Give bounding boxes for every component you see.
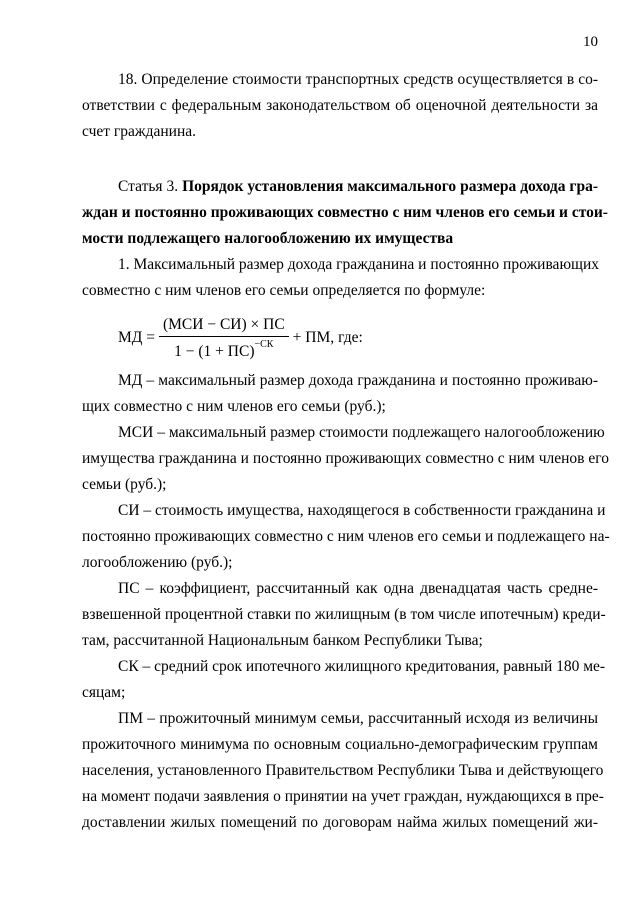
definition-si [82,498,610,576]
formula-where: где: [338,329,363,346]
definition-line: на момент подачи заявления о принятии на учет граждан, нуждающихся в пре- [82,788,604,805]
definition-line: МД – максимальный размер дохода гражданина и постоянно проживаю- [118,372,598,389]
definition-msi [82,420,609,498]
paragraph-line: 18. Определение стоимости транспортных средств осуществляется в со- [118,71,598,88]
definition-line: прожиточного минимума по основным социально-демографическим группам [82,736,598,753]
article-prefix: Статья 3. [118,178,183,195]
definition-line: постоянно проживающих совместно с ним членов его семьи и подлежащего на- [82,528,610,545]
formula-denominator [170,337,277,361]
paragraph-1 [82,252,598,304]
definition-line: ПМ – прожиточный минимум семьи, рассчитанный исходя из величины [118,710,598,727]
formula-exponent: −СК [254,338,274,350]
definition-line: логообложению (руб.); [82,554,233,571]
article-heading [82,174,608,252]
formula-numerator: (МСИ − СИ) × ПС [159,316,289,337]
definition-line: населения, установленного Правительством Республики Тыва и действующего [82,762,604,779]
article-heading-line: ждан и постоянно проживающих совместно с ним членов его семьи и стои- [82,204,608,221]
formula-denominator-base: 1 − (1 + ПС) [174,342,255,360]
formula-tail: + ПМ, [292,329,335,346]
definition-line: взвешенной процентной ставки по жилищным (в том числе ипотечным) креди- [82,606,606,623]
page-number: 10 [583,34,598,50]
paragraph-18 [82,67,598,145]
definition-line: СК – средний срок ипотечного жилищного кредитования, равный 180 ме- [118,658,606,675]
article-heading-line [82,174,598,200]
definition-line: сяцам; [82,684,126,701]
paragraph-line: ответствии с федеральным законодательством об оценочной деятельности за [82,97,598,114]
definition-pm [82,706,604,836]
paragraph-line: счет гражданина. [82,123,196,140]
definition-line: МСИ – максимальный размер стоимости подлежащего налогообложению [118,424,605,441]
article-heading-line: мости подлежащего налогообложению их имущества [82,230,454,247]
definition-line: имущества гражданина и постоянно проживающих совместно с ним членов его [82,450,609,467]
paragraph-line: 1. Максимальный размер дохода гражданина и постоянно проживающих [118,256,599,273]
definition-line: щих совместно с ним членов его семьи (руб.); [82,398,386,415]
formula [118,312,363,364]
definition-line: семьи (руб.); [82,476,167,493]
definition-line: доставлении жилых помещений по договорам найма жилых помещений жи- [82,814,598,831]
definition-line: СИ – стоимость имущества, находящегося в собственности гражданина и [118,502,606,519]
article-title: Порядок установления максимального размера дохода гра- [182,178,598,195]
paragraph-line: совместно с ним членов его семьи определяется по формуле: [82,282,486,299]
definition-line: ПС – коэффициент, рассчитанный как одна двенадцатая часть средне- [118,580,598,597]
definition-md [82,368,598,420]
definition-sk [82,654,606,706]
formula-fraction [159,316,289,361]
formula-lhs: МД = [118,329,155,346]
definition-ps [82,576,606,654]
definition-line: там, рассчитанной Национальным банком Республики Тыва; [82,632,483,649]
